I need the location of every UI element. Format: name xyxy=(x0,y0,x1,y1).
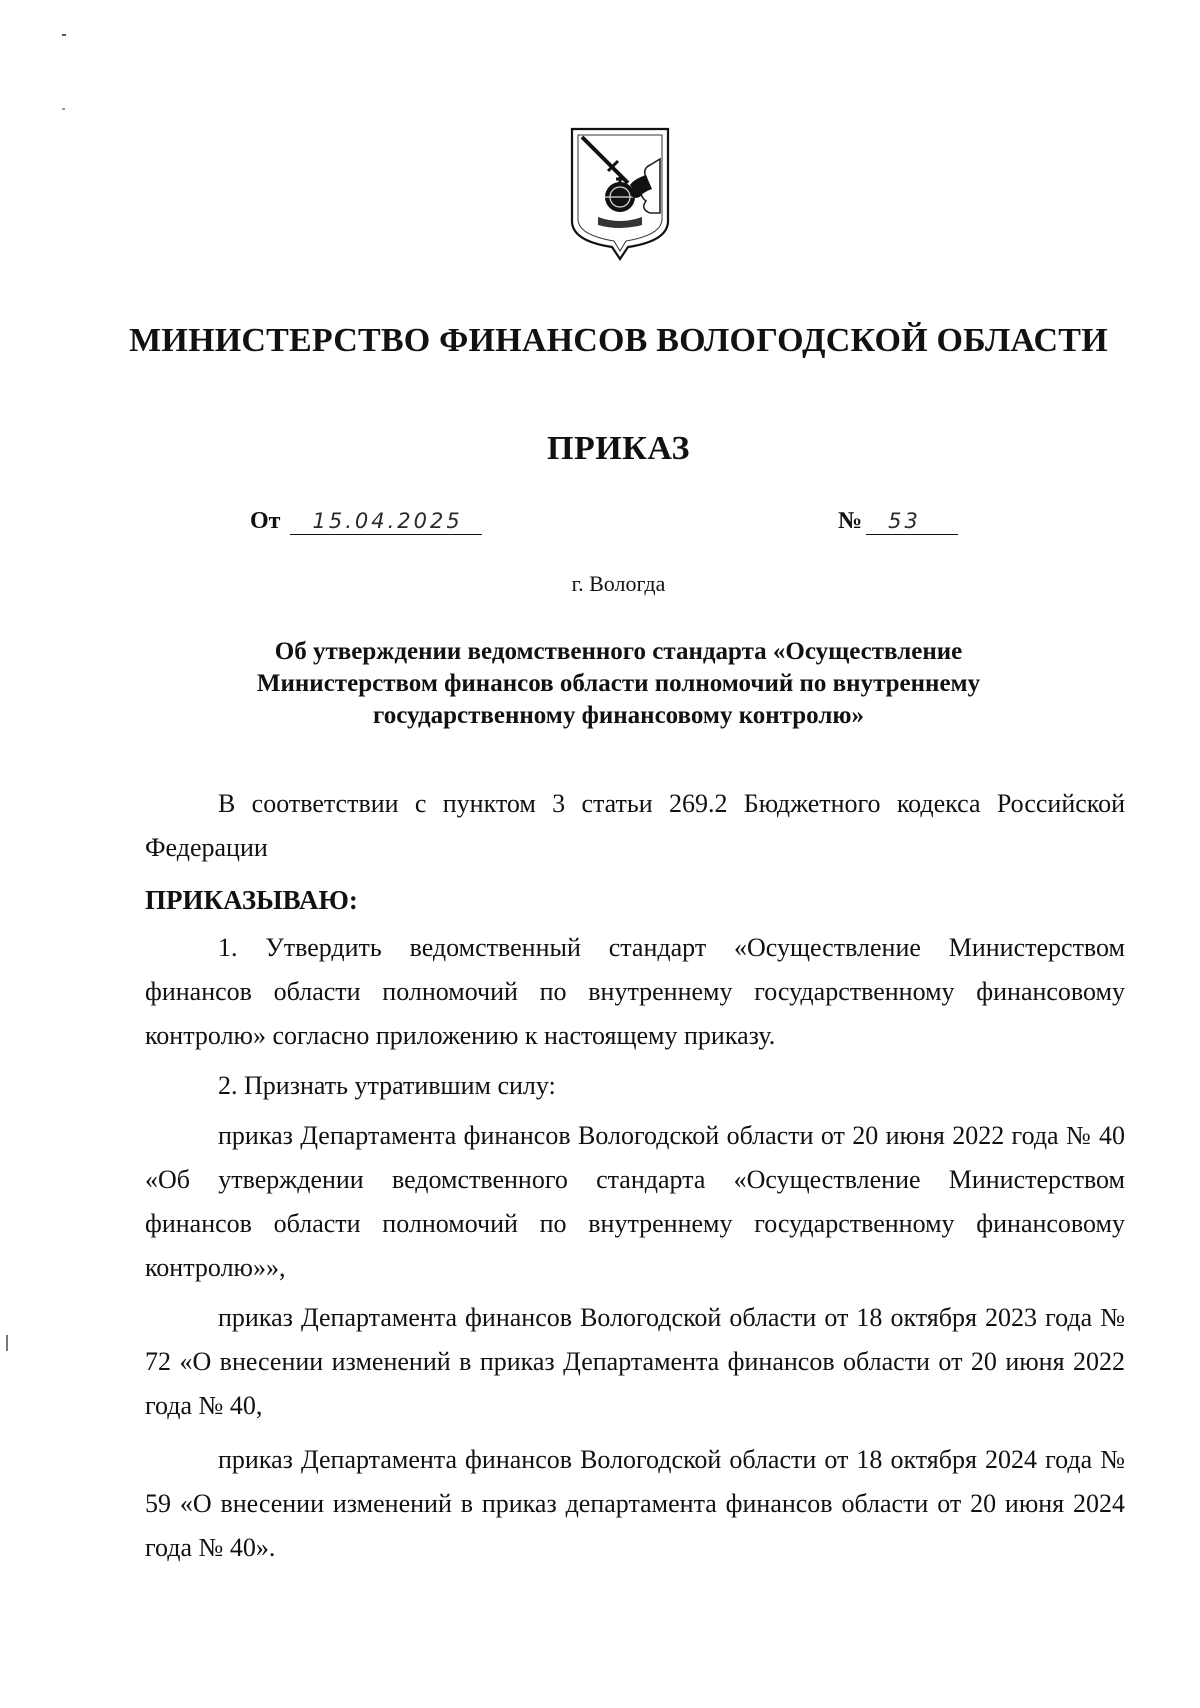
ministry-title: МИНИСТЕРСТВО ФИНАНСОВ ВОЛОГОДСКОЙ ОБЛАСТИ xyxy=(129,322,1108,359)
order-directive: ПРИКАЗЫВАЮ: xyxy=(145,885,358,915)
number-label: № xyxy=(838,508,863,534)
repealed-order-1: приказ Департамента финансов Вологодской области от 20 июня 2022 года № 40 «Об утверждении ведомственного стандарта «Осуществление Министерством финансов области полномочий по внутреннему государственному финансовому контролю»», xyxy=(145,1121,1125,1282)
item-1-paragraph: 1. Утвердить ведомственный стандарт «Осуществление Министерством финансов области полномочий по внутреннему государственному финансовому контролю» согласно приложению к настоящему приказу. xyxy=(145,933,1125,1050)
item-2-paragraph: 2. Признать утратившим силу: xyxy=(218,1071,556,1100)
scan-artifact xyxy=(62,108,65,110)
date-value: 15.04.2025 xyxy=(290,508,482,535)
date-field xyxy=(250,508,482,535)
order-subject xyxy=(160,636,1077,732)
coat-of-arms-emblem xyxy=(568,125,672,261)
scan-artifact xyxy=(62,34,66,36)
subject-line: Министерством финансов области полномочий по внутреннему xyxy=(256,670,981,697)
subject-line: Об утверждении ведомственного стандарта «Осуществление xyxy=(274,638,963,665)
subject-line: государственному финансовому контролю» xyxy=(373,702,864,729)
repealed-order-3: приказ Департамента финансов Вологодской области от 18 октября 2024 года № 59 «О внесении изменений в приказ департамента финансов области от 20 июня 2024 года № 40». xyxy=(145,1445,1125,1562)
date-label: От xyxy=(250,508,281,534)
preamble-paragraph: В соответствии с пунктом 3 статьи 269.2 Бюджетного кодекса Российской Федерации xyxy=(145,789,1125,862)
repealed-order-2: приказ Департамента финансов Вологодской области от 18 октября 2023 года № 72 «О внесении изменений в приказ Департамента финансов области от 20 июня 2022 года № 40, xyxy=(145,1303,1125,1420)
scan-artifact xyxy=(6,1335,8,1351)
number-value: 53 xyxy=(866,508,958,535)
document-type-title: ПРИКАЗ xyxy=(547,430,690,467)
city-line: г. Вологда xyxy=(571,571,666,596)
order-body xyxy=(145,782,1125,1570)
number-field xyxy=(838,508,958,535)
